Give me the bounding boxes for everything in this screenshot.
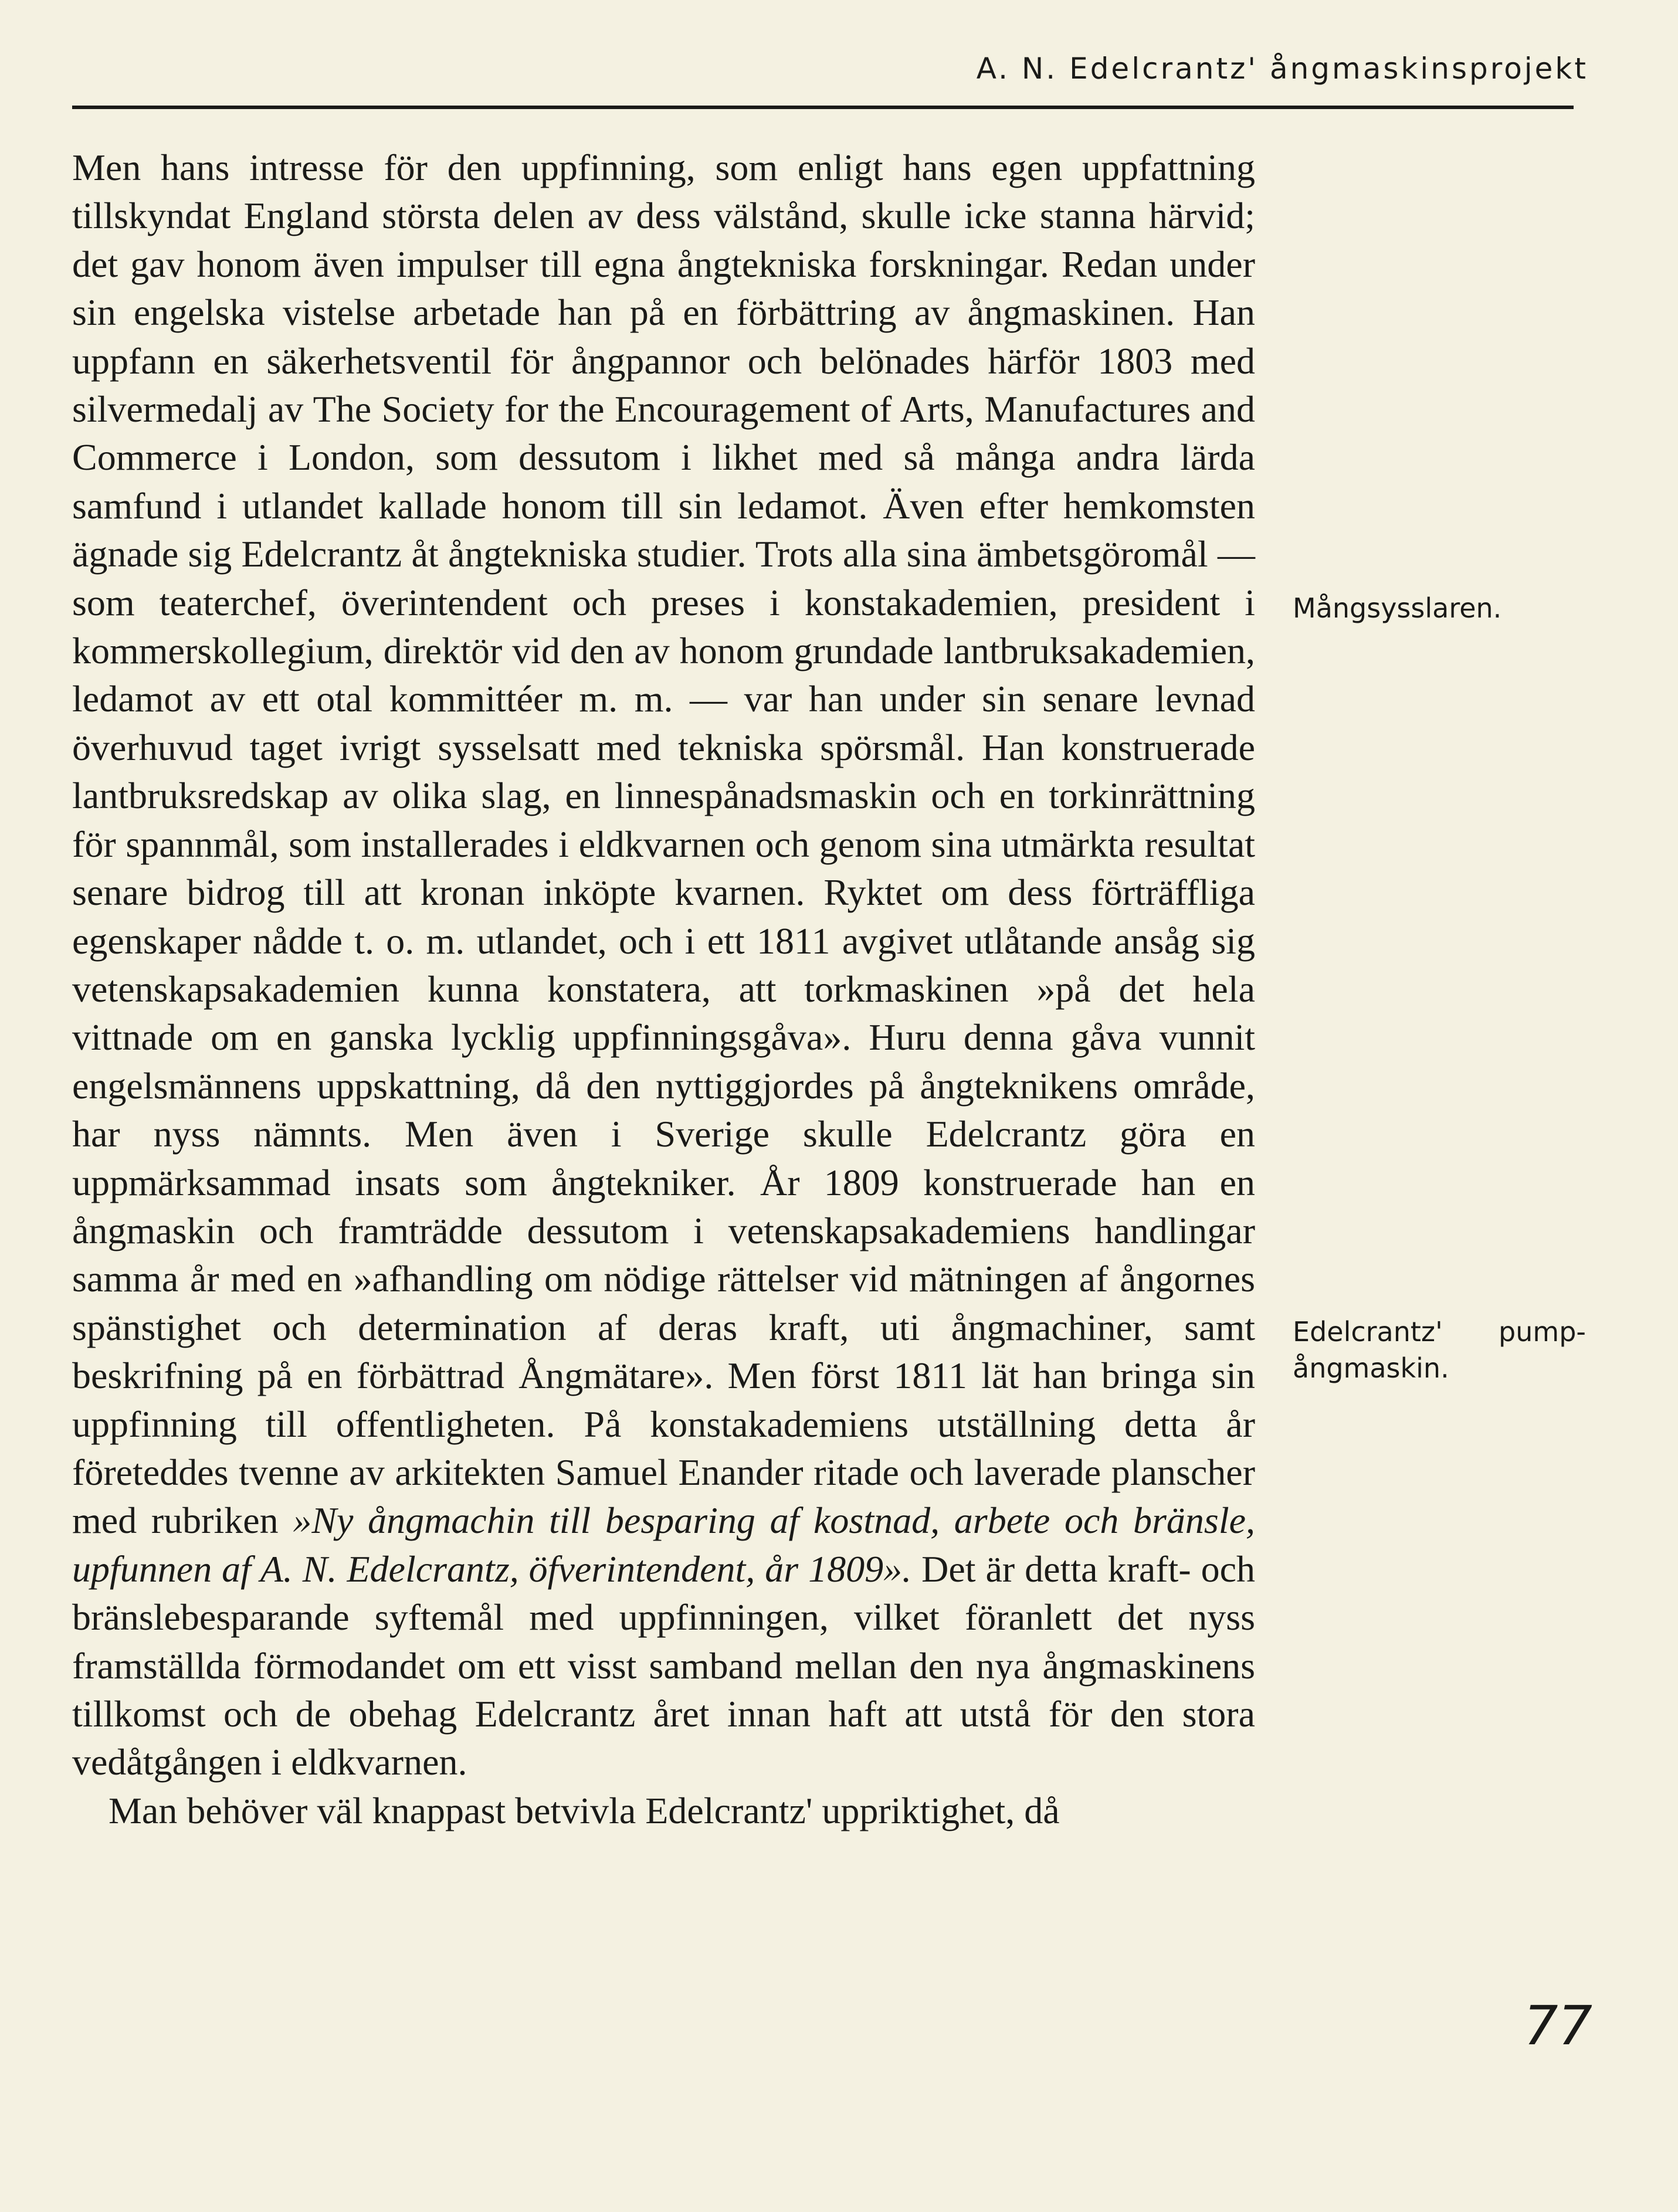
paragraph-1: [72, 144, 1255, 1787]
margin-note-mangsysslaren: Mångsysslaren.: [1293, 592, 1502, 624]
margin-note-pump-angmaskin: [1293, 1314, 1586, 1386]
header-rule: [72, 106, 1574, 109]
margin-note-word-edelcrantz: Edelcrantz': [1293, 1316, 1443, 1348]
paragraph-1-part-a: Men hans intresse för den uppfinning, som enligt hans egen uppfattning tillskyndat England största delen av dess välstånd, skulle icke stanna härvid; det gav honom även impulser till egna ångtekniska forskningar. Redan under sin engelska vistelse arbetade han på en förbättring av ångmaskinen. Han uppfann en säkerhetsventil för ångpannor och belönades härför 1803 med silvermedalj av The Society for the Encouragement of Arts, Manufactures and Commerce i London, som dessutom i likhet med så många andra lärda samfund i utlandet kallade honom till sin ledamot. Även efter hemkomsten ägnade sig Edelcrantz åt ångtekniska studier. Trots alla sina ämbetsgöromål — som teaterchef, överintendent och preses i konstakademien, president i kommerskollegium, direktör vid den av honom grundade lantbruksakademien, ledamot av ett otal kommittéer m. m. — var han under sin senare levnad överhuvud taget ivrigt sysselsatt med tekniska spörsmål. Han konstruerade lantbruksredskap av olika slag, en linnespånadsmaskin och en torkinrättning för spannmål, som installerades i eldkvarnen och genom sina utmärkta resultat senare bidrog till att kronan inköpte kvarnen. Ryktet om dess förträffliga egenskaper nådde t. o. m. utlandet, och i ett 1811 avgivet utlåtande ansåg sig vetenskapsakademien kunna konstatera, att torkmaskinen »på det hela vittnade om en ganska lycklig uppfinningsgåva». Huru denna gåva vunnit engelsmännens uppskattning, då den nyttiggjordes på ångteknikens område, har nyss nämnts. Men även i Sverige skulle Edelcrantz göra en uppmärksammad insats som ångtekniker. År 1809 konstruerade han en ångmaskin och framträdde dessutom i vetenskapsakademiens handlingar samma år med en »afhandling om nödige rättelser vid mätningen af ångornes spänstighet och determination af deras kraft, uti ångmachiner, samt beskrifning på en förbättrad Ångmätare». Men först 1811 lät han bringa sin uppfinning till offentligheten. På konstakademiens utställning detta år företeddes tvenne av arkitekten Samuel Enander ritade och laverade planscher med rubriken: [72, 147, 1255, 1542]
page-number: 77: [1524, 1994, 1593, 2057]
paragraph-1-part-b: Det är detta kraft- och bränslebesparande syftemål med uppfinningen, vilket föranlett det nyss framställda förmodandet om ett visst samband mellan den nya ångmaskinens tillkomst och de obehag Edelcrantz året innan haft att utstå för den stora vedåtgången i eldkvarnen.: [72, 1548, 1256, 1783]
margin-note-line-1: [1293, 1314, 1586, 1350]
paragraph-1-italic-title: »Ny ångmachin till besparing af kostnad, arbete och bränsle, upfunnen af A. N. Edelcrantz, öfverintendent, år 1809».: [72, 1499, 1256, 1590]
body-text: [72, 144, 1255, 1835]
margin-note-line-2: ångmaskin.: [1293, 1352, 1449, 1384]
paragraph-2: Man behöver väl knappast betvivla Edelcrantz' uppriktighet, då: [109, 1789, 1060, 1831]
running-head: A. N. Edelcrantz' ångmaskinsprojekt: [976, 52, 1588, 86]
margin-note-word-pump: pump-: [1499, 1316, 1586, 1348]
